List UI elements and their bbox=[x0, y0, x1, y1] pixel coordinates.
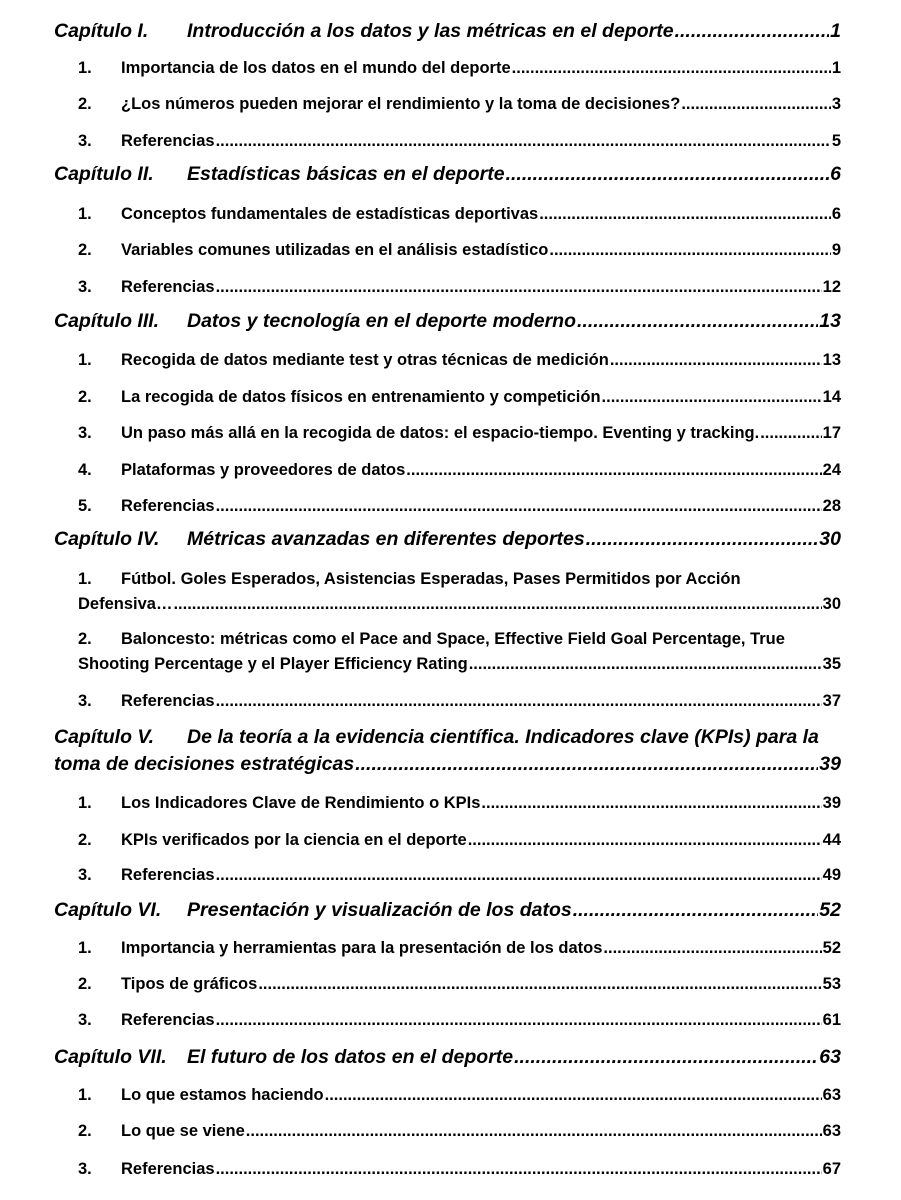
dot-leader bbox=[216, 497, 822, 516]
section-title: Importancia de los datos en el mundo del deporte bbox=[121, 59, 511, 77]
chapter-line bbox=[187, 163, 841, 186]
dot-leader bbox=[355, 753, 818, 776]
page-number: 49 bbox=[822, 866, 841, 884]
section-number: 3. bbox=[78, 1160, 92, 1178]
section-line bbox=[121, 424, 841, 443]
dot-leader bbox=[577, 310, 818, 333]
chapter-label: Capítulo IV. bbox=[54, 528, 160, 550]
section-line bbox=[121, 241, 841, 260]
page-number: 30 bbox=[822, 595, 841, 613]
page-number: 30 bbox=[819, 528, 841, 550]
chapter-label: Capítulo II. bbox=[54, 163, 154, 185]
section-title: Referencias bbox=[121, 866, 215, 884]
section-line bbox=[121, 1086, 841, 1105]
section-line bbox=[121, 794, 841, 813]
chapter-title: Introducción a los datos y las métricas en el deporte bbox=[187, 20, 674, 42]
section-number: 1. bbox=[78, 794, 92, 812]
section-line bbox=[121, 278, 841, 297]
chapter-line bbox=[54, 753, 841, 776]
dot-leader bbox=[514, 1046, 818, 1069]
chapter-line bbox=[187, 899, 841, 922]
section-title: Referencias bbox=[121, 132, 215, 150]
dot-leader bbox=[258, 975, 821, 994]
chapter-line bbox=[187, 1046, 841, 1069]
page-number: 6 bbox=[830, 163, 841, 185]
dot-leader bbox=[760, 424, 821, 443]
section-title: Referencias bbox=[121, 497, 215, 515]
section-number: 2. bbox=[78, 241, 92, 259]
section-title: Variables comunes utilizadas en el análisis estadístico bbox=[121, 241, 549, 259]
chapter-label: Capítulo III. bbox=[54, 310, 160, 332]
section-number: 3. bbox=[78, 692, 92, 710]
section-title: ¿Los números pueden mejorar el rendimiento y la toma de decisiones? bbox=[121, 95, 681, 113]
page-number: 35 bbox=[822, 655, 841, 673]
page-number: 61 bbox=[822, 1011, 841, 1029]
section-line bbox=[121, 1160, 841, 1179]
section-line bbox=[121, 351, 841, 370]
page-number: 3 bbox=[831, 95, 841, 113]
section-title: Referencias bbox=[121, 1160, 215, 1178]
section-number: 1. bbox=[78, 939, 92, 957]
page-number: 63 bbox=[819, 1046, 841, 1068]
section-title: Plataformas y proveedores de datos bbox=[121, 461, 406, 479]
page-number: 63 bbox=[822, 1086, 841, 1104]
section-number: 2. bbox=[78, 975, 92, 993]
dot-leader bbox=[512, 59, 831, 78]
page-number: 1 bbox=[830, 20, 841, 42]
section-number: 3. bbox=[78, 1011, 92, 1029]
section-number: 1. bbox=[78, 205, 92, 223]
dot-leader bbox=[603, 939, 821, 958]
dot-leader bbox=[602, 388, 822, 407]
section-number: 3. bbox=[78, 866, 92, 884]
page-number: 9 bbox=[831, 241, 841, 259]
page-number: 39 bbox=[822, 794, 841, 812]
chapter-line bbox=[187, 20, 841, 43]
dot-leader bbox=[325, 1086, 822, 1105]
dot-leader bbox=[610, 351, 822, 370]
dot-leader bbox=[246, 1122, 822, 1141]
page-number: 44 bbox=[822, 831, 841, 849]
page-number: 1 bbox=[831, 59, 841, 77]
section-line bbox=[78, 655, 841, 674]
section-number: 4. bbox=[78, 461, 92, 479]
section-title: Recogida de datos mediante test y otras técnicas de medición bbox=[121, 351, 609, 369]
page-number: 24 bbox=[822, 461, 841, 479]
chapter-title: Estadísticas básicas en el deporte bbox=[187, 163, 505, 185]
page-number: 52 bbox=[822, 939, 841, 957]
section-number: 3. bbox=[78, 132, 92, 150]
section-title-line-2: Defensiva… bbox=[78, 595, 173, 613]
dot-leader bbox=[406, 461, 821, 480]
section-number: 1. bbox=[78, 351, 92, 369]
section-title: Un paso más allá en la recogida de datos: el espacio-tiempo. Eventing y tracking. bbox=[121, 424, 760, 442]
dot-leader bbox=[216, 1160, 822, 1179]
dot-leader bbox=[216, 278, 822, 297]
section-title-line-1: Baloncesto: métricas como el Pace and Space, Effective Field Goal Percentage, True bbox=[121, 630, 785, 648]
page-number: 17 bbox=[822, 424, 841, 442]
section-line bbox=[121, 1122, 841, 1141]
page-number: 53 bbox=[822, 975, 841, 993]
section-number: 2. bbox=[78, 388, 92, 406]
dot-leader bbox=[573, 899, 819, 922]
page-number: 5 bbox=[831, 132, 841, 150]
section-title: Lo que estamos haciendo bbox=[121, 1086, 324, 1104]
section-number: 2. bbox=[78, 630, 92, 648]
page-number: 13 bbox=[822, 351, 841, 369]
section-line bbox=[121, 1011, 841, 1030]
chapter-title: El futuro de los datos en el deporte bbox=[187, 1046, 514, 1068]
dot-leader bbox=[216, 132, 831, 151]
section-line bbox=[121, 59, 841, 78]
section-line bbox=[121, 939, 841, 958]
section-number: 1. bbox=[78, 59, 92, 77]
section-number: 2. bbox=[78, 95, 92, 113]
chapter-line bbox=[187, 528, 841, 551]
section-title-line-2: Shooting Percentage y el Player Efficiency Rating bbox=[78, 655, 468, 673]
section-title: Referencias bbox=[121, 692, 215, 710]
dot-leader bbox=[549, 241, 830, 260]
page-number: 52 bbox=[819, 899, 841, 921]
chapter-label: Capítulo V. bbox=[54, 726, 155, 748]
section-line bbox=[121, 388, 841, 407]
section-number: 1. bbox=[78, 1086, 92, 1104]
dot-leader bbox=[539, 205, 831, 224]
chapter-label: Capítulo VII. bbox=[54, 1046, 167, 1068]
section-title: KPIs verificados por la ciencia en el deporte bbox=[121, 831, 467, 849]
section-title: Los Indicadores Clave de Rendimiento o KPIs bbox=[121, 794, 481, 812]
chapter-title: Presentación y visualización de los datos bbox=[187, 899, 572, 921]
page-number: 37 bbox=[822, 692, 841, 710]
section-line bbox=[121, 95, 841, 114]
page-number: 39 bbox=[819, 753, 841, 775]
section-number: 3. bbox=[78, 424, 92, 442]
page-number: 28 bbox=[822, 497, 841, 515]
page-number: 14 bbox=[822, 388, 841, 406]
chapter-title-line-1: De la teoría a la evidencia científica. Indicadores clave (KPIs) para la bbox=[187, 726, 819, 748]
section-number: 2. bbox=[78, 1122, 92, 1140]
chapter-title: Métricas avanzadas en diferentes deportes bbox=[187, 528, 585, 550]
chapter-label: Capítulo I. bbox=[54, 20, 149, 42]
chapter-title-line-2: toma de decisiones estratégicas bbox=[54, 753, 355, 775]
chapter-title: Datos y tecnología en el deporte moderno bbox=[187, 310, 576, 332]
dot-leader bbox=[675, 20, 830, 43]
chapter-line bbox=[187, 310, 841, 333]
section-number: 2. bbox=[78, 831, 92, 849]
section-title: Lo que se viene bbox=[121, 1122, 245, 1140]
dot-leader bbox=[216, 1011, 822, 1030]
section-line bbox=[121, 975, 841, 994]
section-line bbox=[121, 461, 841, 480]
section-line bbox=[121, 497, 841, 516]
section-number: 5. bbox=[78, 497, 92, 515]
page-number: 6 bbox=[831, 205, 841, 223]
section-title: Importancia y herramientas para la presentación de los datos bbox=[121, 939, 603, 957]
page-number: 13 bbox=[819, 310, 841, 332]
chapter-label: Capítulo VI. bbox=[54, 899, 162, 921]
dot-leader bbox=[586, 528, 819, 551]
dot-leader bbox=[173, 595, 821, 614]
section-number: 1. bbox=[78, 570, 92, 588]
section-number: 3. bbox=[78, 278, 92, 296]
dot-leader bbox=[216, 866, 822, 885]
section-line bbox=[78, 595, 841, 614]
dot-leader bbox=[506, 163, 830, 186]
section-line bbox=[121, 692, 841, 711]
section-title: La recogida de datos físicos en entrenamiento y competición bbox=[121, 388, 601, 406]
dot-leader bbox=[216, 692, 822, 711]
section-title: Tipos de gráficos bbox=[121, 975, 258, 993]
page-number: 67 bbox=[822, 1160, 841, 1178]
dot-leader bbox=[469, 655, 822, 674]
page-number: 12 bbox=[822, 278, 841, 296]
section-title: Conceptos fundamentales de estadísticas deportivas bbox=[121, 205, 539, 223]
section-line bbox=[121, 831, 841, 850]
section-line bbox=[121, 205, 841, 224]
section-line bbox=[121, 132, 841, 151]
page-number: 63 bbox=[822, 1122, 841, 1140]
section-title-line-1: Fútbol. Goles Esperados, Asistencias Esperadas, Pases Permitidos por Acción bbox=[121, 570, 741, 588]
dot-leader bbox=[681, 95, 831, 114]
section-title: Referencias bbox=[121, 278, 215, 296]
section-line bbox=[121, 866, 841, 885]
section-title: Referencias bbox=[121, 1011, 215, 1029]
dot-leader bbox=[481, 794, 821, 813]
dot-leader bbox=[468, 831, 822, 850]
